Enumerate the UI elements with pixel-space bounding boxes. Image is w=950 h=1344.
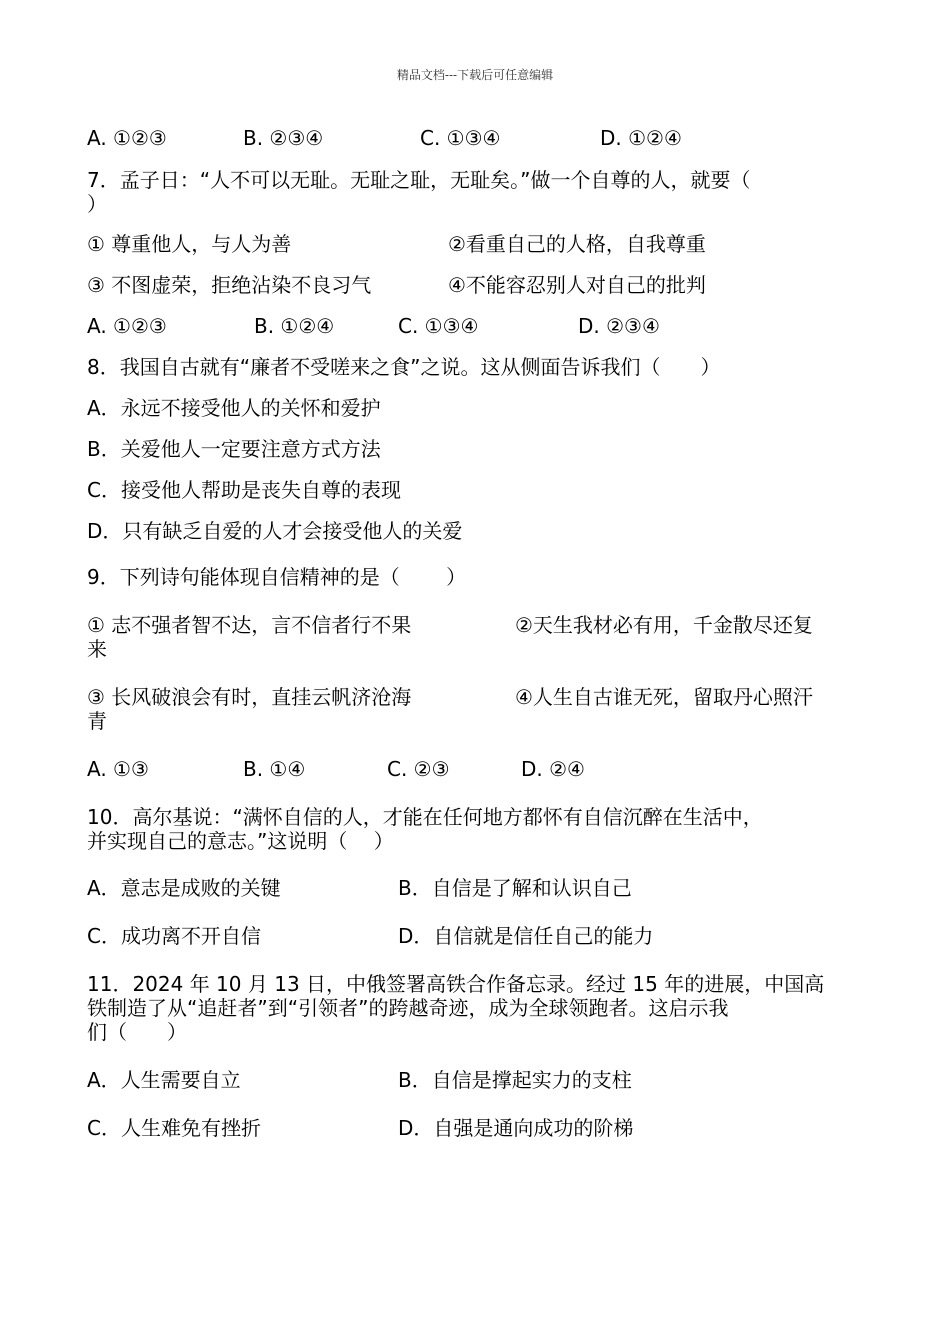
q9-item-2-line1: ②天生我材必有用，千金散尽还复 [515, 613, 813, 637]
q7-option-d: D. ②③④ [578, 314, 660, 338]
q7-option-b: B. ①②④ [254, 314, 335, 338]
q9-option-a: A. ①③ [87, 757, 149, 781]
q11-option-c: C．人生难免有挫折 [87, 1116, 261, 1140]
q7-option-c: C. ①③④ [398, 314, 479, 338]
q7-option-a: A. ①②③ [87, 314, 167, 338]
q9-item-4-line1: ④人生自古谁无死，留取丹心照汗 [515, 685, 813, 709]
q9-item-3: ③ 长风破浪会有时，直挂云帆济沧海 [87, 685, 412, 709]
q6-option-c: C. ①③④ [420, 126, 501, 150]
q11-option-a: A．人生需要自立 [87, 1068, 241, 1092]
q9-option-d: D. ②④ [521, 757, 585, 781]
q10-option-c: C．成功离不开自信 [87, 924, 261, 948]
q9-option-c: C. ②③ [387, 757, 450, 781]
q11-stem-line3: 们（ ） [87, 1020, 187, 1044]
q8-option-a: A．永远不接受他人的关怀和爱护 [87, 396, 381, 420]
q10-stem-line2: 并实现自己的意志。”这说明（ ） [87, 829, 394, 853]
q7-item-1: ① 尊重他人，与人为善 [87, 232, 292, 256]
page-header: 精品文档---下载后可任意编辑 [396, 68, 554, 82]
q7-stem-line1: 7．孟子日：“人不可以无耻。无耻之耻，无耻矣。”做一个自尊的人，就要（ [87, 168, 751, 192]
q11-option-d: D．自强是通向成功的阶梯 [398, 1116, 634, 1140]
q8-option-b: B．关爱他人一定要注意方式方法 [87, 437, 381, 461]
q7-item-2: ②看重自己的人格，自我尊重 [448, 232, 706, 256]
q7-stem-line2: ） [87, 192, 107, 216]
q8-option-d: D．只有缺乏自爱的人才会接受他人的关爱 [87, 519, 463, 543]
q10-option-a: A．意志是成败的关键 [87, 876, 281, 900]
q7-item-4: ④不能容忍别人对自己的批判 [448, 273, 706, 297]
q11-stem-line2: 铁制造了从“追赶者”到“引领者”的跨越奇迹，成为全球领跑者。这启示我 [87, 996, 729, 1020]
q6-option-d: D. ①②④ [600, 126, 682, 150]
q6-option-b: B. ②③④ [243, 126, 324, 150]
q11-stem-line1: 11．2024 年 10 月 13 日，中俄签署高铁合作备忘录。经过 15 年的进展，中国高 [87, 972, 825, 996]
q9-item-2-line2: 来 [87, 637, 107, 661]
q10-option-b: B．自信是了解和认识自己 [398, 876, 632, 900]
q11-option-b: B．自信是撑起实力的支柱 [398, 1068, 632, 1092]
q10-option-d: D．自信就是信任自己的能力 [398, 924, 654, 948]
q8-option-c: C．接受他人帮助是丧失自尊的表现 [87, 478, 401, 502]
q9-item-4-line2: 青 [87, 709, 107, 733]
q9-option-b: B. ①④ [243, 757, 306, 781]
q9-item-1: ① 志不强者智不达，言不信者行不果 [87, 613, 412, 637]
q6-option-a: A. ①②③ [87, 126, 167, 150]
q9-stem: 9．下列诗句能体现自信精神的是（ ） [87, 565, 467, 589]
q7-item-3: ③ 不图虚荣，拒绝沾染不良习气 [87, 273, 372, 297]
q10-stem-line1: 10．高尔基说：“满怀自信的人，才能在任何地方都怀有自信沉醉在生活中， [87, 805, 763, 829]
q8-stem: 8．我国自古就有“廉者不受嗟来之食”之说。这从侧面告诉我们（ ） [87, 355, 721, 379]
